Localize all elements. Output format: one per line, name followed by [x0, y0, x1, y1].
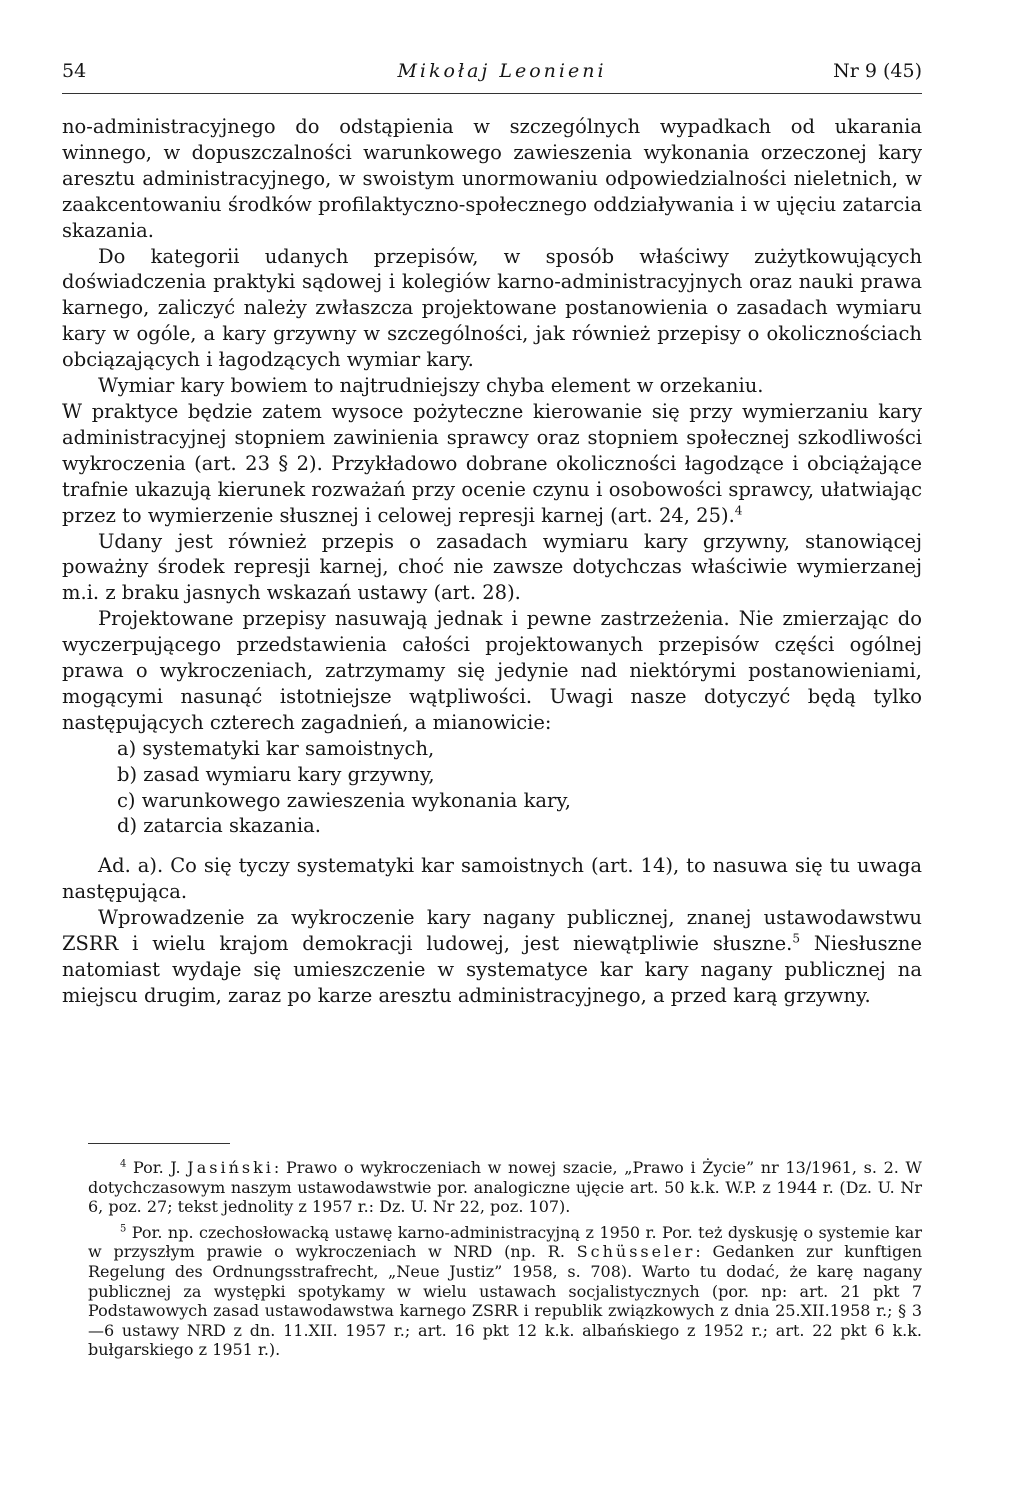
paragraph-8-text-b: Niesłuszne natomiast wydaje się umieszczenie w systematyce kar kary nagany publicznej na miejscu drugim, zaraz po karze aresztu administracyjnego, a przed karą grzywny. [62, 932, 922, 1007]
paragraph-2: Do kategorii udanych przepisów, w sposób właściwy zużytkowujących doświadczenia praktyki sądowej i kolegiów karno-administracyjnych oraz nauki prawa karnego, zaliczyć należy zwłaszcza projektowane postanowienia o zasadach wymiaru kary w ogóle, a kary grzywny w szczególności, jak również przepisy o okolicznościach obciązających i łagodzących wymiar kary. [62, 244, 922, 372]
footnote-5 [88, 1223, 922, 1360]
footnote-4-text-a: Por. J. [126, 1158, 188, 1177]
paragraph-7: Ad. a). Co się tyczy systematyki kar samoistnych (art. 14), to nasuwa się tu uwaga następująca. [62, 854, 922, 904]
page-number: 54 [62, 60, 87, 82]
footnote-ref-4[interactable]: 4 [734, 503, 743, 518]
list-item: a) systematyki kar samoistnych, [117, 736, 435, 760]
footnotes [88, 1158, 922, 1366]
issues-list [62, 736, 922, 840]
footnote-ref-5[interactable]: 5 [792, 931, 800, 946]
running-title: Mikołaj Leonieni [397, 60, 607, 82]
paragraph-5: Udany jest również przepis o zasadach wymiaru kary grzywny, stanowiącej poważny środek represji karnej, choć nie zawsze dotychczas właściwie wymierzanej m.i. z braku jasnych wskazań ustawy (art. 28). [62, 529, 922, 605]
footnote-separator [88, 1143, 230, 1144]
header-rule [62, 93, 922, 94]
list-item: d) zatarcia skazania. [117, 814, 321, 838]
paragraph-1: no-administracyjnego do odstąpienia w szczególnych wypadkach od ukarania winnego, w dopuszczalności warunkowego zawieszenia wykonania orzeczonej kary aresztu administracyjnego, w swoistym unormowaniu odpowiedzialności nieletnich, w zaakcentowaniu środków profilaktyczno-społecznego oddziaływania i w ujęciu zatarcia skazania. [62, 115, 922, 242]
paragraph-8 [62, 905, 922, 1009]
paragraph-8-text-a: Wprowadzenie za wykroczenie kary nagany publicznej, znanej ustawodawstwu ZSRR i wielu krajom demokracji ludowej, jest niewątpliwie słuszne. [62, 906, 922, 956]
footnote-4-text-b: : Prawo o wykroczeniach w nowej szacie, „Prawo i Życie” nr 13/1961, s. 2. W dotychczasowym naszym ustawodawstwie por. analogiczne ujęcie art. 50 k.k. W.P. z 1944 r. (Dz. U. Nr 6, poz. 27; tekst jednolity z 1957 r.: Dz. U. Nr 22, poz. 107). [88, 1158, 922, 1217]
paragraph-3: Wymiar kary bowiem to najtrudniejszy chyba element w orzekaniu. [98, 374, 764, 398]
footnote-5-text-a: Por. np. czechosłowacką ustawę karno-administracyjną z 1950 r. Por. też dyskusję o systemie kar w przyszłym prawie o wykroczeniach w NRD (np. R. [88, 1222, 922, 1262]
footnote-4 [88, 1158, 922, 1217]
footnote-mark-5: 5 [120, 1223, 127, 1235]
body-text [62, 114, 922, 1009]
footnote-5-author: Schüsseler [576, 1242, 696, 1262]
paragraph-6: Projektowane przepisy nasuwają jednak i pewne zastrzeżenia. Nie zmierzając do wyczerpującego przedstawienia całości projektowanych przepisów części ogólnej prawa o wykroczeniach, zatrzymamy się jedynie nad niektórymi postanowieniami, mogącymi nasunąć istotniejsze wątpliwości. Uwagi nasze dotyczyć będą tylko następujących czterech zagadnień, a mianowicie: [62, 607, 922, 734]
issue-number: Nr 9 (45) [833, 60, 922, 82]
page-header [62, 60, 922, 90]
paragraph-4 [62, 399, 922, 529]
footnote-5-text-b: : Gedanken zur kunftigen Regelung des Ordnungsstrafrecht, „Neue Justiz” 1958, s. 708). Warto tu dodać, że karę nagany publicznej za występki spotykamy w wielu ustawach socjalistycznych (por. np: art. 21 pkt 7 Podstawowych zasad ustawodawstwa karnego ZSRR i republik związkowych z dnia 25.XII.1958 r.; § 3—6 ustawy NRD z dn. 11.XII. 1957 r.; art. 16 pkt 12 k.k. albańskiego z 1952 r.; art. 22 pkt 6 k.k. bułgarskiego z 1951 r.). [88, 1242, 923, 1360]
list-item: b) zasad wymiaru kary grzywny, [117, 762, 435, 786]
footnote-4-author: Jasiński [187, 1158, 274, 1177]
footnote-mark-4: 4 [120, 1158, 127, 1170]
paragraph-4-text: W praktyce będzie zatem wysoce pożyteczne kierowanie się przy wymierzaniu kary administracyjnej stopniem zawinienia sprawcy oraz stopniem społecznej szkodliwości wykroczenia (art. 23 § 2). Przykładowo dobrane okoliczności łagodzące i obciążające trafnie ukazują kierunek rozważań przy ocenie czynu i osobowości sprawcy, ułatwiając przez to wymierzenie słusznej i celowej represji karnej (art. 24, 25). [62, 399, 922, 527]
list-item: c) warunkowego zawieszenia wykonania kary, [117, 788, 571, 812]
